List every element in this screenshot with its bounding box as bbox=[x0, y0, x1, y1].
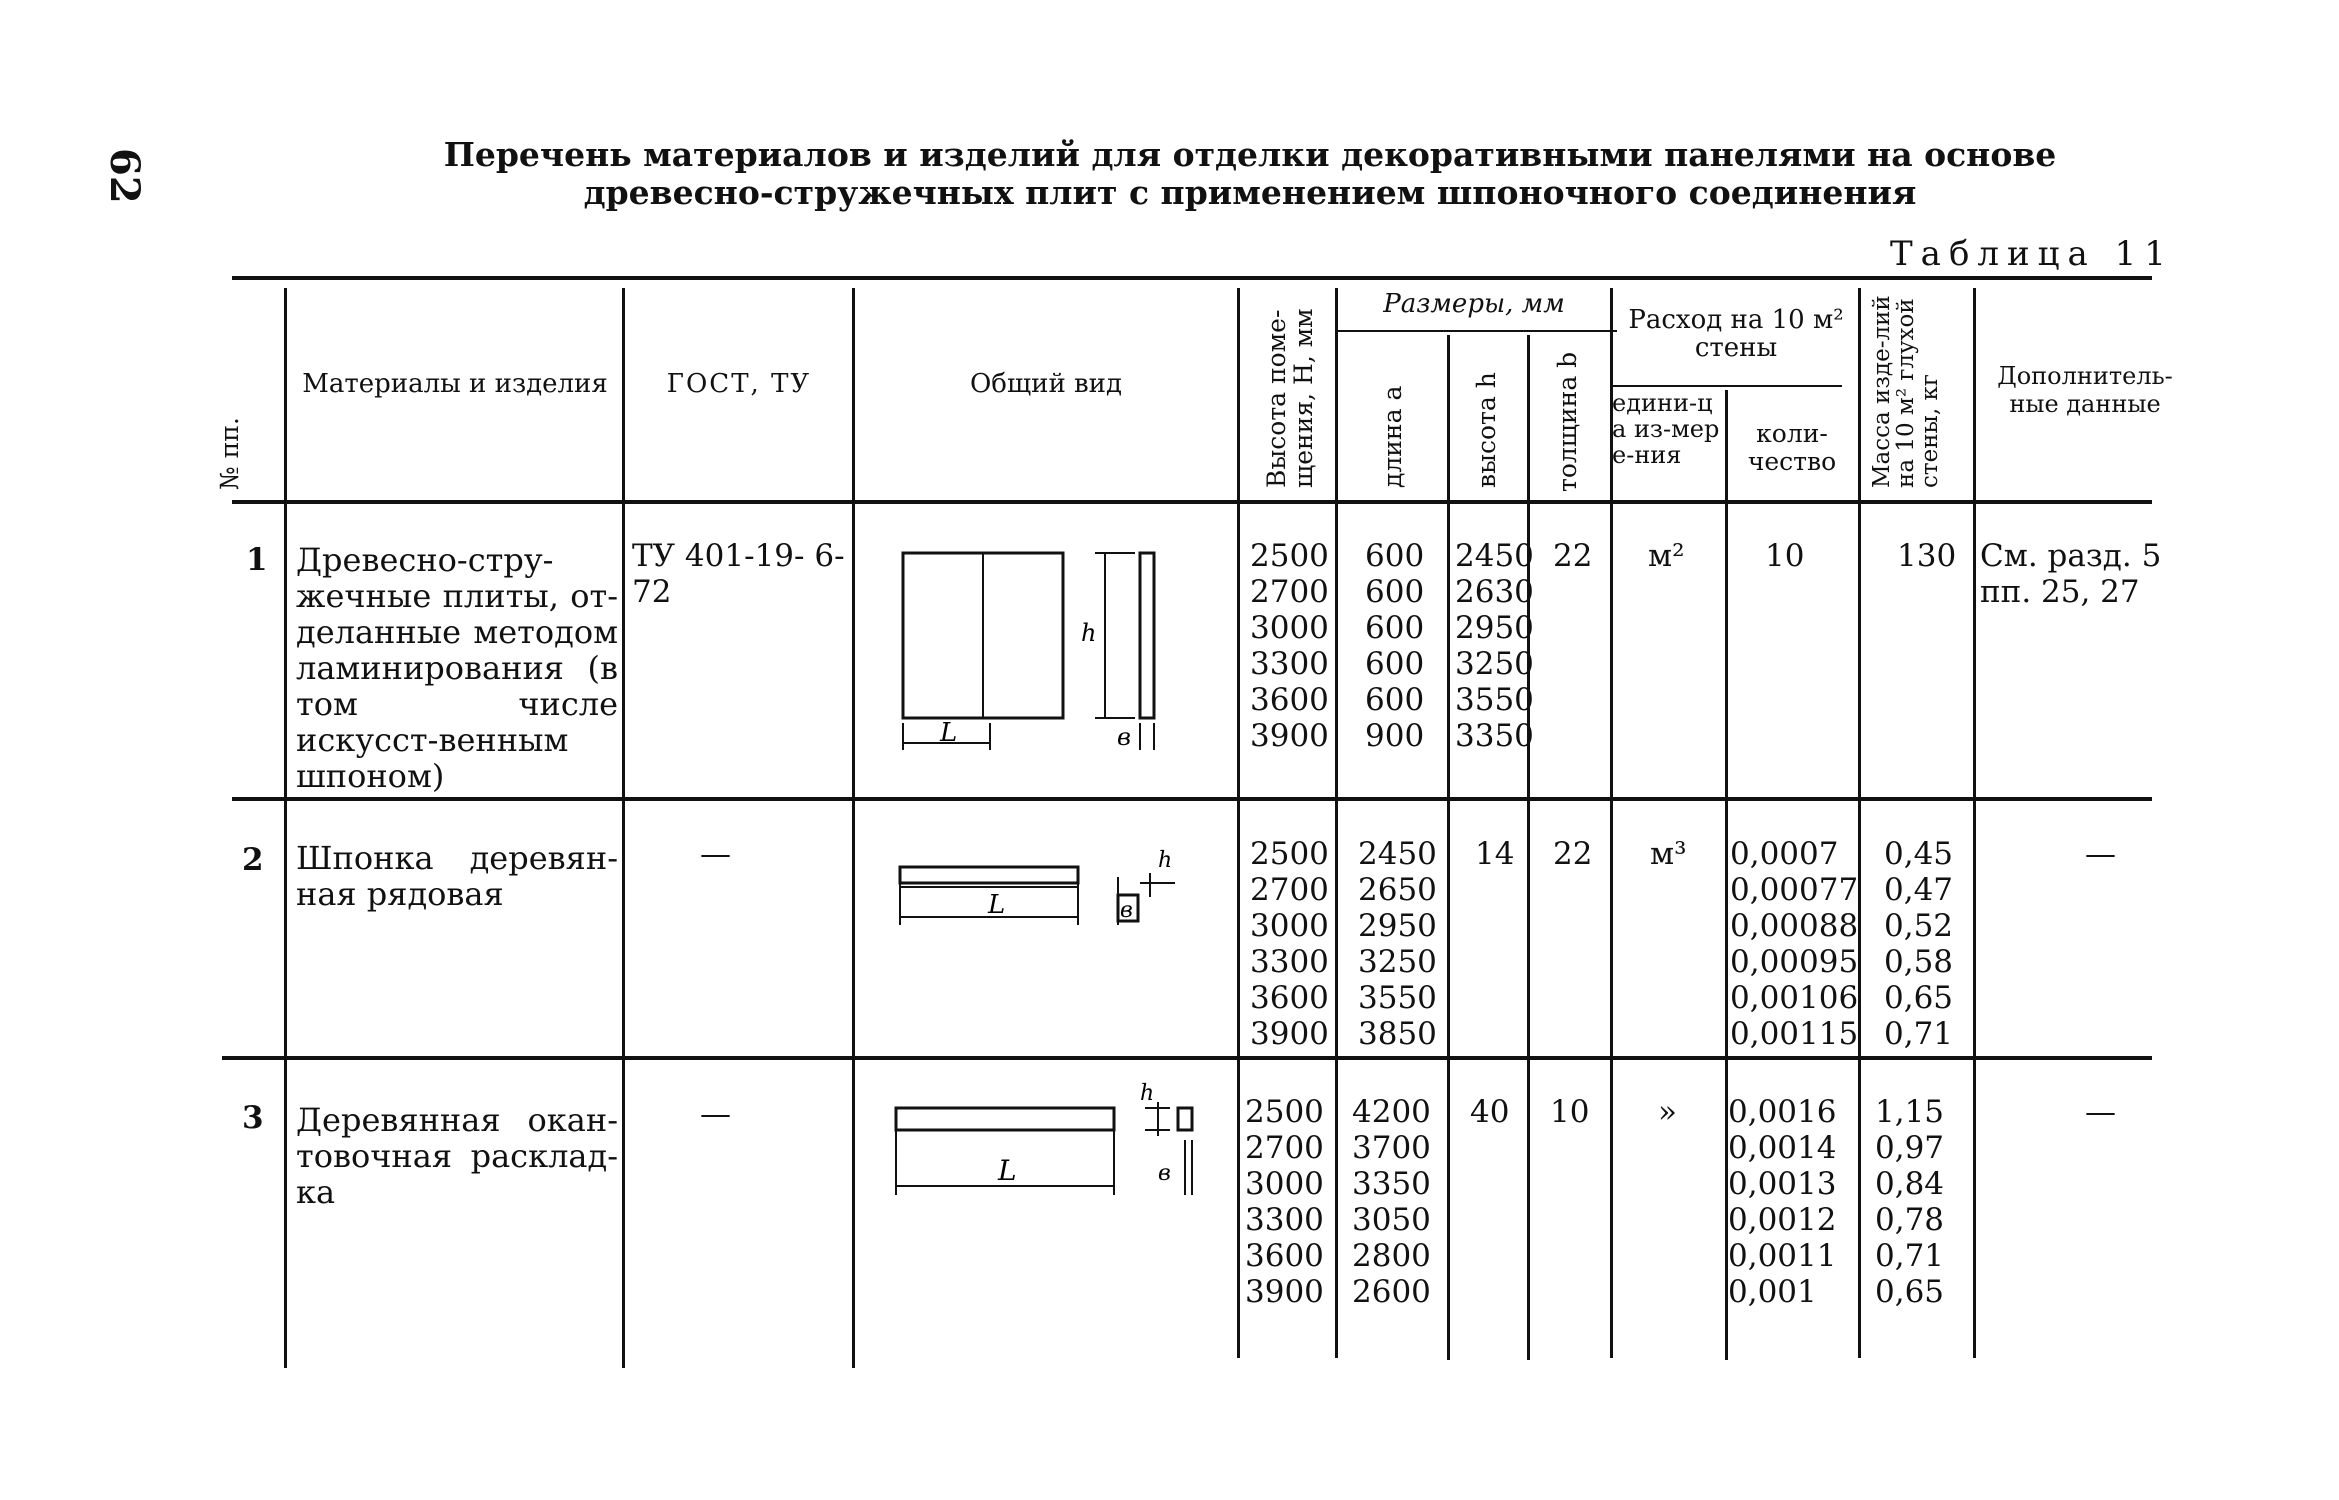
row2-length: 2450 2650 2950 3250 3550 3850 bbox=[1358, 836, 1437, 1052]
col-rule-num bbox=[284, 288, 287, 1368]
row1-length: 600 600 600 600 600 900 bbox=[1365, 538, 1425, 754]
header-consumption: Расход на 10 м² стены bbox=[1628, 305, 1844, 363]
row2-gost: — bbox=[700, 836, 731, 872]
header-qty: коли-чество bbox=[1747, 419, 1837, 476]
row2-bottom-rule bbox=[222, 1056, 2152, 1060]
row1-unit: м² bbox=[1648, 538, 1685, 574]
page-number: 62 bbox=[101, 148, 148, 204]
consumption-subheader-rule bbox=[1612, 385, 1842, 387]
trim-section-shape bbox=[1178, 1108, 1192, 1130]
table-top-rule bbox=[232, 276, 2152, 280]
label-h: h bbox=[1140, 1081, 1155, 1106]
row1-gost: ТУ 401-19- 6-72 bbox=[632, 538, 845, 610]
row3-length: 4200 3700 3350 3050 2800 2600 bbox=[1352, 1094, 1431, 1310]
header-materials: Материалы и изделия bbox=[302, 369, 608, 399]
row1-name: Древесно-стру-жечные плиты, от-деланные методом ламинирования (в том числе искусст-венным шпоном) bbox=[296, 541, 618, 795]
header-extra: Дополнитель-ные данные bbox=[1997, 362, 2173, 418]
row2-qty: 0,0007 0,00077 0,00088 0,00095 0,00106 0,00115 bbox=[1730, 836, 1859, 1052]
row3-drawing bbox=[890, 1080, 1210, 1205]
col-rule-length bbox=[1447, 335, 1450, 1360]
header-height: высота h bbox=[1472, 372, 1501, 488]
sizes-subheader-rule bbox=[1337, 330, 1617, 332]
row3-extra: — bbox=[2085, 1094, 2116, 1130]
header-thickness: толщина b bbox=[1553, 351, 1582, 492]
key-shape bbox=[900, 867, 1078, 883]
row2-height: 14 bbox=[1475, 836, 1515, 872]
label-b: в bbox=[1158, 1161, 1171, 1186]
header-room-height-cell bbox=[1245, 288, 1333, 498]
row2-room-height: 2500 2700 3000 3300 3600 3900 bbox=[1250, 836, 1329, 1052]
header-length: длина a bbox=[1378, 385, 1407, 488]
label-h: h bbox=[1158, 848, 1173, 873]
row3-unit: » bbox=[1658, 1094, 1677, 1130]
label-b: в bbox=[1120, 898, 1133, 923]
header-unit: едини-ца из-мере-ния bbox=[1612, 389, 1720, 469]
row3-room-height: 2500 2700 3000 3300 3600 3900 bbox=[1245, 1094, 1324, 1310]
row1-drawing bbox=[895, 545, 1195, 760]
label-l: L bbox=[940, 718, 958, 748]
row3-height: 40 bbox=[1470, 1094, 1510, 1130]
col-rule-materials bbox=[622, 288, 625, 1368]
row3-name: Деревянная окан-товочная расклад-ка bbox=[296, 1101, 618, 1211]
col-rule-qty bbox=[1858, 288, 1861, 1358]
col-rule-view bbox=[1237, 288, 1240, 1358]
label-b: в bbox=[1117, 723, 1131, 751]
panel-side-shape bbox=[1140, 553, 1154, 718]
row1-mass: 130 bbox=[1897, 538, 1957, 574]
label-l: L bbox=[988, 890, 1006, 920]
row2-num: 2 bbox=[242, 842, 264, 878]
trim-strip-shape bbox=[896, 1108, 1114, 1130]
row3-qty: 0,0016 0,0014 0,0013 0,0012 0,0011 0,001 bbox=[1728, 1094, 1837, 1310]
row3-num: 3 bbox=[242, 1100, 264, 1136]
row1-thickness: 22 bbox=[1553, 538, 1593, 574]
header-mass-cell bbox=[1862, 288, 1970, 498]
label-h: h bbox=[1081, 619, 1097, 647]
col-rule-gost bbox=[852, 288, 855, 1368]
row2-unit: м³ bbox=[1650, 836, 1687, 872]
row1-qty: 10 bbox=[1765, 538, 1805, 574]
page-title-line1: Перечень материалов и изделий для отделки декоративными панелями на основе bbox=[443, 135, 2057, 174]
header-room-height: Высота поме-щения, H, мм bbox=[1262, 308, 1318, 488]
row2-name: Шпонка деревян-ная рядовая bbox=[296, 839, 618, 913]
row1-num: 1 bbox=[246, 542, 268, 578]
row3-thickness: 10 bbox=[1550, 1094, 1590, 1130]
row2-mass: 0,45 0,47 0,52 0,58 0,65 0,71 bbox=[1884, 836, 1954, 1052]
header-gost: ГОСТ, ТУ bbox=[666, 369, 812, 399]
col-rule-mass bbox=[1973, 288, 1976, 1358]
header-mass: Масса изде-лий на 10 м² глухой стены, кг bbox=[1869, 295, 1943, 488]
label-l: L bbox=[998, 1154, 1017, 1187]
row2-extra: — bbox=[2085, 836, 2116, 872]
header-num: № пп. bbox=[215, 417, 244, 490]
header-sizes: Размеры, мм bbox=[1383, 289, 1565, 319]
row1-extra: См. разд. 5 пп. 25, 27 bbox=[1980, 538, 2162, 610]
header-bottom-rule bbox=[232, 500, 2152, 504]
col-rule-room-height bbox=[1335, 288, 1338, 1358]
row1-bottom-rule bbox=[232, 797, 2152, 801]
row1-room-height: 2500 2700 3000 3300 3600 3900 bbox=[1250, 538, 1329, 754]
row2-drawing bbox=[890, 845, 1190, 945]
row3-gost: — bbox=[700, 1096, 731, 1132]
col-rule-height bbox=[1527, 335, 1530, 1360]
row1-height: 2450 2630 2950 3250 3550 3350 bbox=[1455, 538, 1534, 754]
page-title-line2: древесно-стружечных плит с применением шпоночного соединения bbox=[583, 173, 1917, 212]
row3-mass: 1,15 0,97 0,84 0,78 0,71 0,65 bbox=[1875, 1094, 1945, 1310]
row2-thickness: 22 bbox=[1553, 836, 1593, 872]
header-view: Общий вид bbox=[969, 369, 1123, 399]
table-label: Таблица 11 bbox=[1890, 234, 2174, 274]
